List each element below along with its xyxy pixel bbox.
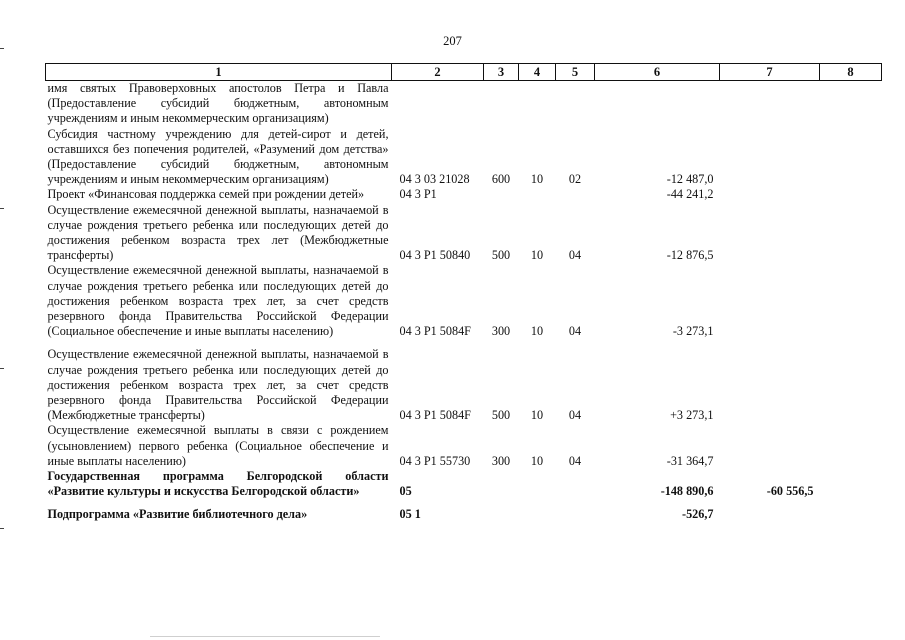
row-amount-6: -526,7 xyxy=(682,507,714,522)
row-col-5 xyxy=(556,187,595,202)
table-header-row xyxy=(46,64,882,81)
row-col-3 xyxy=(484,81,519,127)
row-amount-6: -3 273,1 xyxy=(672,324,714,339)
row-amount-6: -148 890,6 xyxy=(660,484,714,499)
row-amount-8 xyxy=(820,339,882,423)
row-amount-7 xyxy=(720,187,820,202)
column-header-6: 6 xyxy=(595,64,720,81)
row-col-5: 04 xyxy=(568,324,582,339)
row-amount-6 xyxy=(595,81,720,127)
row-col-3 xyxy=(484,469,519,499)
row-amount-7 xyxy=(720,203,820,264)
row-description: Осуществление ежемесячной денежной выплаты, назначаемой в случае рождения третьего ребенка или последующих детей до достижения ребенком возраста трех лет, за счет средств резервного фонда Правительства Российской Федерации (Межбюджетные трансферты) xyxy=(47,347,389,423)
row-col-3: 500 xyxy=(491,408,511,423)
row-description: Осуществление ежемесячной денежной выплаты, назначаемой в случае рождения третьего ребенка или последующих детей до достижения ребенком возраста трех лет (Межбюджетные трансферты) xyxy=(47,202,389,263)
row-amount-7 xyxy=(720,81,820,127)
row-code xyxy=(392,81,484,127)
margin-mark xyxy=(0,368,4,369)
row-col-5: 04 xyxy=(568,453,582,468)
row-col-5 xyxy=(556,469,595,499)
column-header-2: 2 xyxy=(392,64,484,81)
row-amount-6: +3 273,1 xyxy=(670,408,714,423)
row-code: 04 3 03 21028 xyxy=(399,172,470,187)
table-body xyxy=(46,81,882,523)
margin-mark xyxy=(0,528,4,529)
row-amount-8 xyxy=(820,81,882,127)
row-col-4: 10 xyxy=(530,453,544,468)
row-col-4 xyxy=(519,499,556,522)
budget-table xyxy=(45,63,882,523)
row-col-4: 10 xyxy=(530,324,544,339)
row-col-5: 02 xyxy=(568,172,582,187)
row-col-4: 10 xyxy=(530,248,544,263)
row-col-4 xyxy=(519,187,556,202)
row-code: 04 3 P1 50840 xyxy=(399,248,471,263)
column-header-8: 8 xyxy=(820,64,882,81)
row-col-5: 04 xyxy=(568,408,582,423)
row-description: Субсидия частному учреждению для детей-сирот и детей, оставшихся без попечения родителей, «Разумений дом детства» (Предоставление субсидий бюджетным, автономным учреждениям и иным некоммерческим организациям) xyxy=(47,126,389,187)
row-col-3 xyxy=(484,499,519,522)
row-description: Осуществление ежемесячной выплаты в связи с рождением (усыновлением) первого ребенка (Социальное обеспечение и иные выплаты населению) xyxy=(47,423,389,468)
row-col-3: 300 xyxy=(491,453,511,468)
row-amount-8 xyxy=(820,423,882,469)
row-col-3: 500 xyxy=(491,248,511,263)
column-header-5: 5 xyxy=(556,64,595,81)
table-row xyxy=(46,127,882,188)
table-row xyxy=(46,499,882,522)
row-col-4 xyxy=(519,81,556,127)
table-row xyxy=(46,469,882,499)
column-header-1: 1 xyxy=(46,64,392,81)
row-amount-8 xyxy=(820,187,882,202)
row-code: 04 3 P1 5084F xyxy=(399,324,471,339)
table-row xyxy=(46,81,882,127)
row-description: Проект «Финансовая поддержка семей при рождении детей» xyxy=(47,187,365,202)
row-col-3: 600 xyxy=(491,172,511,187)
column-header-4: 4 xyxy=(519,64,556,81)
row-description: Государственная программа Белгородской области «Развитие культуры и искусства Белгородской области» xyxy=(47,469,389,499)
row-amount-8 xyxy=(820,203,882,264)
page-bottom-line xyxy=(150,636,380,637)
row-code: 04 3 P1 55730 xyxy=(399,453,471,468)
row-amount-7 xyxy=(720,263,820,339)
table-row xyxy=(46,423,882,469)
row-col-5 xyxy=(556,499,595,522)
row-amount-7 xyxy=(720,127,820,188)
column-header-7: 7 xyxy=(720,64,820,81)
row-amount-8 xyxy=(820,263,882,339)
table-row xyxy=(46,339,882,423)
row-amount-6: -12 876,5 xyxy=(666,248,714,263)
row-amount-8 xyxy=(820,469,882,499)
margin-mark xyxy=(0,48,4,49)
row-description: Подпрограмма «Развитие библиотечного дела» xyxy=(47,507,308,522)
row-col-5 xyxy=(556,81,595,127)
row-amount-6: -44 241,2 xyxy=(666,187,714,202)
row-amount-7: -60 556,5 xyxy=(766,484,814,499)
row-col-3: 300 xyxy=(491,324,511,339)
row-code: 04 3 P1 xyxy=(399,187,437,202)
row-description: Осуществление ежемесячной денежной выплаты, назначаемой в случае рождения третьего ребенка или последующих детей до достижения ребенком возраста трех лет, за счет средств резервного фонда Правительства Российской Федерации (Социальное обеспечение и иные выплаты населению) xyxy=(47,263,389,339)
table-row xyxy=(46,187,882,202)
column-header-3: 3 xyxy=(484,64,519,81)
row-code: 05 1 xyxy=(399,507,421,522)
table-row xyxy=(46,263,882,339)
row-col-3 xyxy=(484,187,519,202)
row-code: 04 3 P1 5084F xyxy=(399,408,471,423)
row-col-4: 10 xyxy=(530,172,544,187)
row-col-5: 04 xyxy=(568,248,582,263)
row-amount-6: -31 364,7 xyxy=(666,453,714,468)
row-description: имя святых Правоверховных апостолов Петра и Павла (Предоставление субсидий бюджетным, автономным учреждениям и иным некоммерческим организациям) xyxy=(47,81,389,126)
row-col-4 xyxy=(519,469,556,499)
page-number: 207 xyxy=(443,34,462,48)
table-row xyxy=(46,203,882,264)
row-amount-8 xyxy=(820,127,882,188)
row-amount-6: -12 487,0 xyxy=(666,172,714,187)
row-amount-7 xyxy=(720,499,820,522)
row-amount-7 xyxy=(720,339,820,423)
row-col-4: 10 xyxy=(530,408,544,423)
row-amount-7 xyxy=(720,423,820,469)
row-amount-8 xyxy=(820,499,882,522)
row-code: 05 xyxy=(399,484,412,499)
margin-mark xyxy=(0,208,4,209)
